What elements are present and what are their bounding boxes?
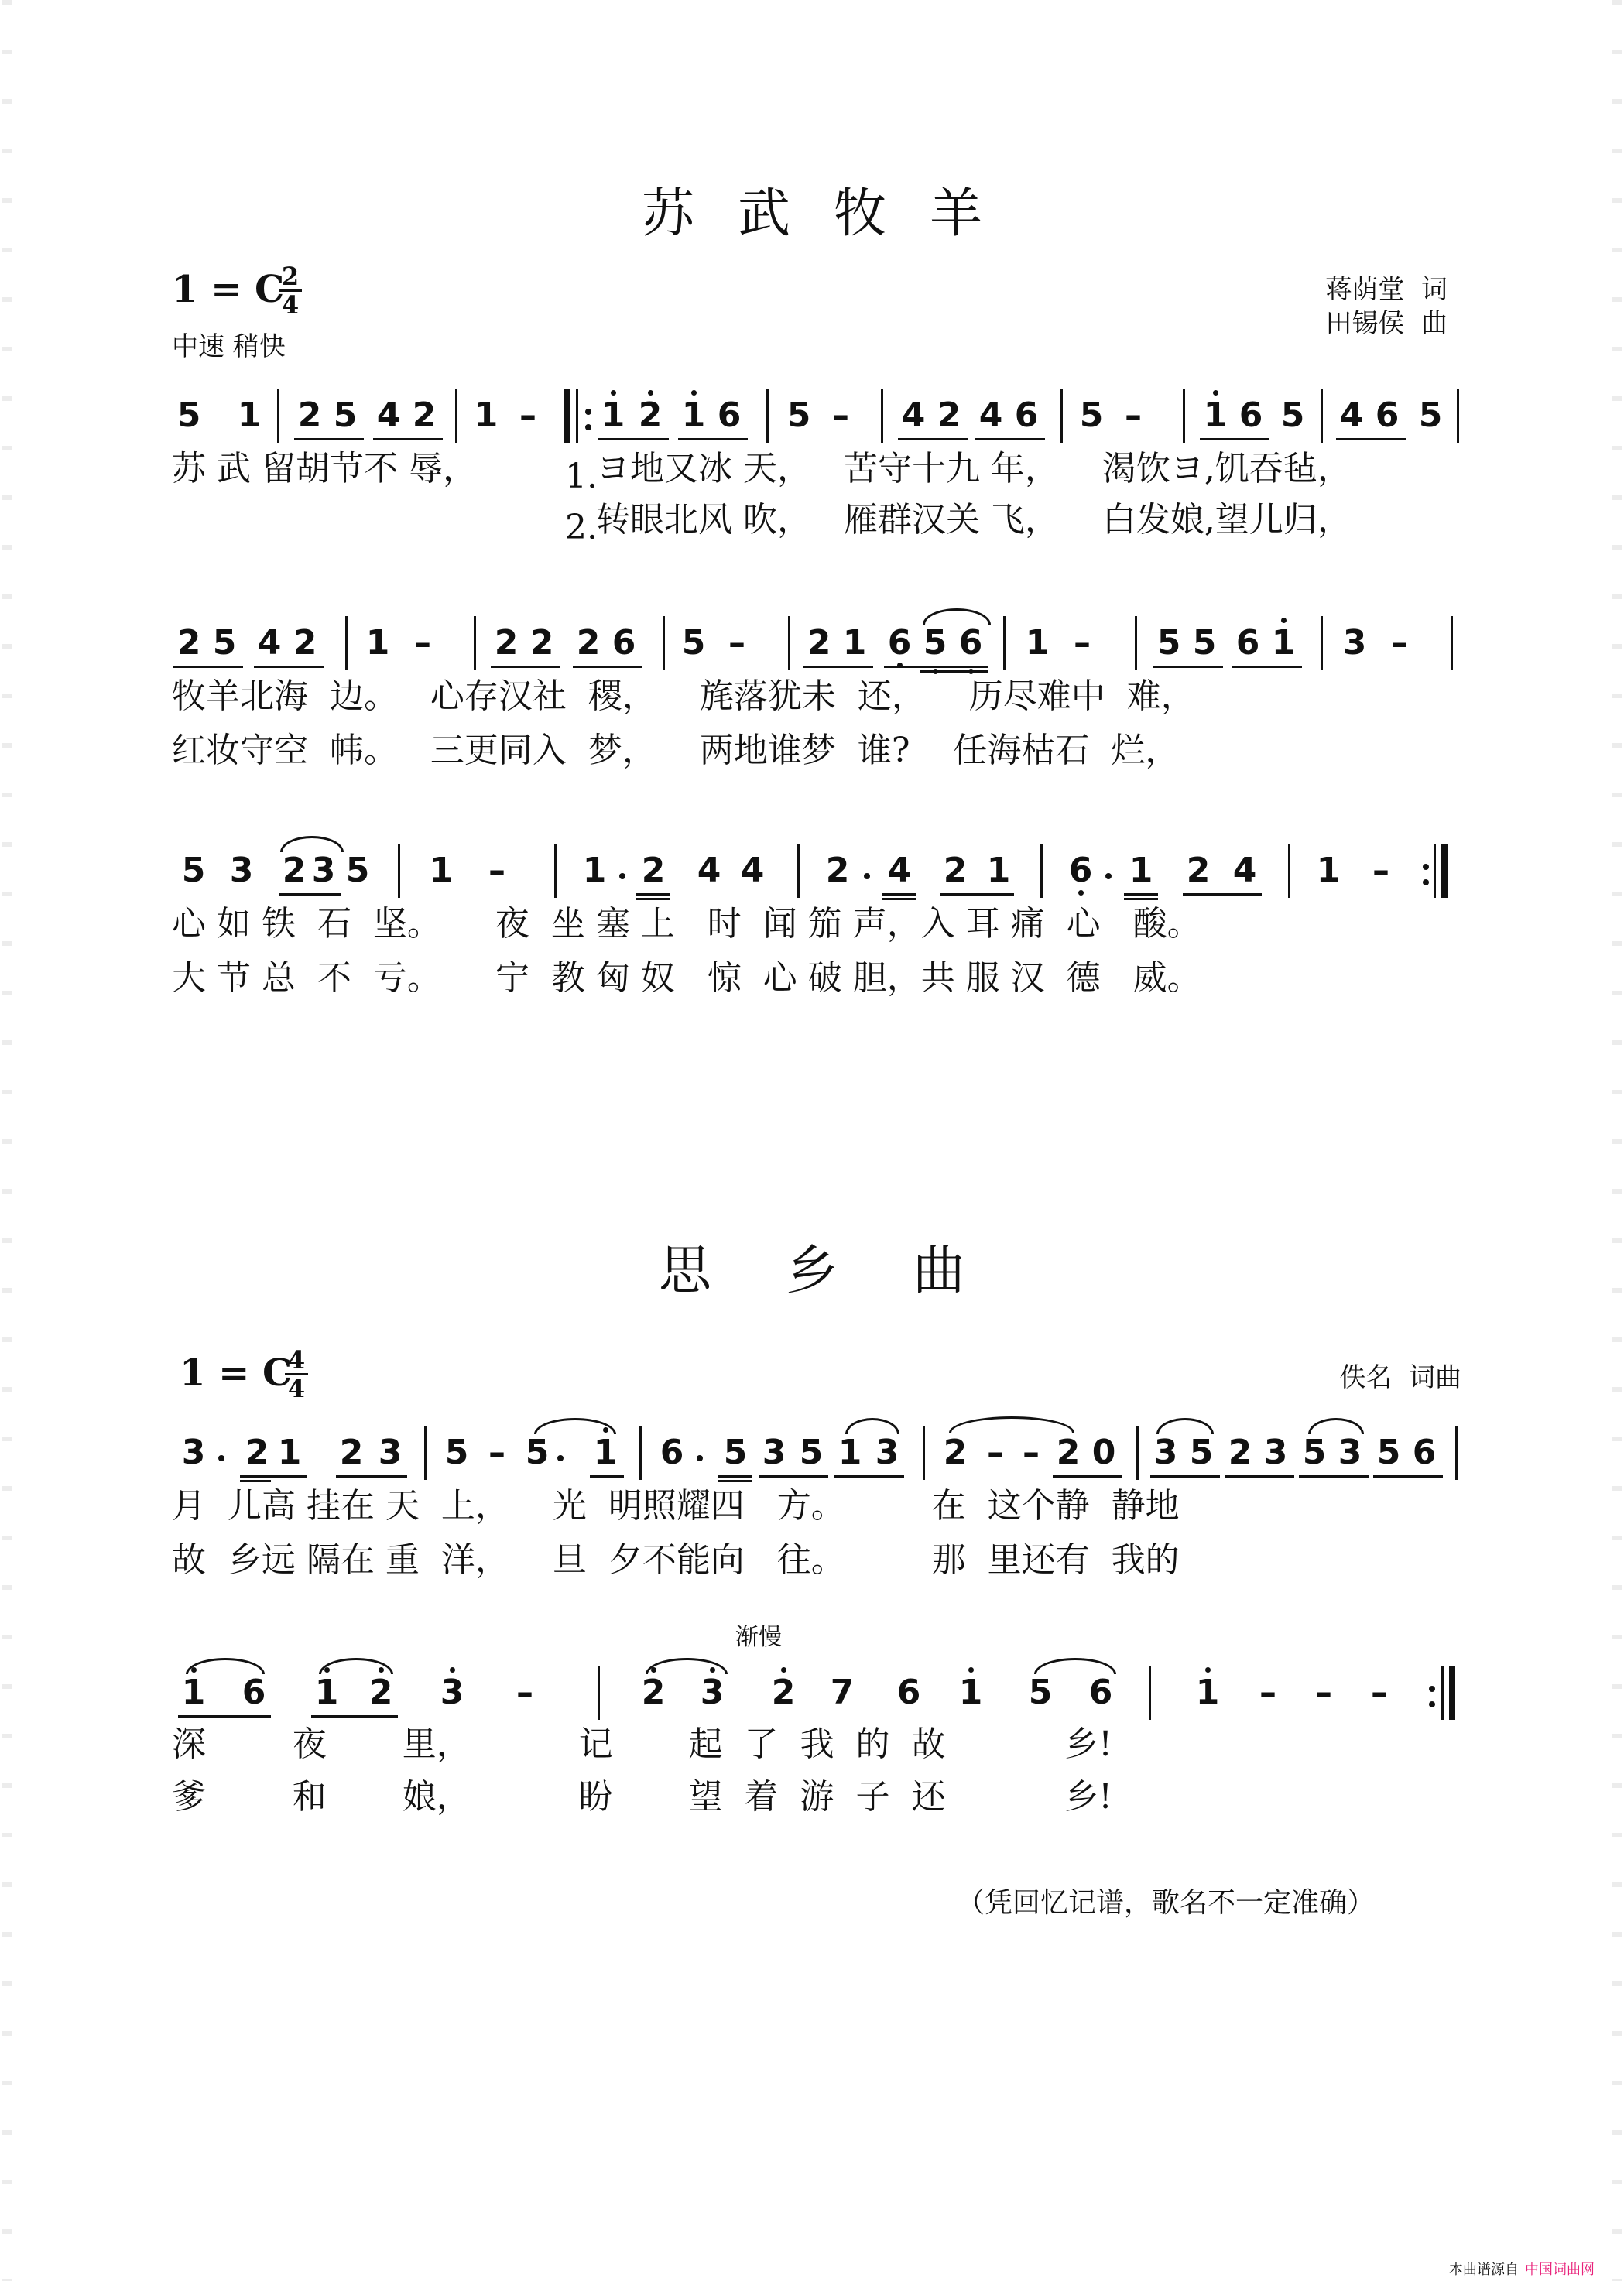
barline [1040, 844, 1043, 898]
song2-lyrics-line-2-verse-1 [0, 1724, 1624, 1771]
barline [277, 389, 279, 443]
song1-lyrics-line-3-verse-2 [0, 958, 1624, 1005]
beam [336, 1475, 407, 1478]
dot [611, 390, 616, 396]
song1-lyricist: 蒋荫堂 词 [1325, 274, 1448, 305]
note: 5 [345, 851, 370, 890]
note: 5 [525, 1433, 550, 1472]
lyric-text: 转眼北风 吹， 雁群汉关 飞， 白发娘,望儿归， [596, 500, 1352, 539]
note: 1 [1191, 1675, 1225, 1711]
slur [534, 1418, 616, 1434]
footnote: （凭回忆记谱，歌名不一定准确） [957, 1887, 1376, 1919]
repeat-dot [1423, 879, 1429, 885]
barline [1288, 844, 1290, 898]
dot [781, 1667, 786, 1673]
note: 5 [212, 623, 237, 663]
note: 5 [918, 625, 952, 661]
note: – [1125, 396, 1142, 435]
note: 5 [1189, 1433, 1214, 1472]
note: 2 [943, 851, 968, 890]
note: 2 [494, 623, 519, 663]
note: – [1371, 1673, 1388, 1712]
note: 2 [825, 851, 850, 890]
right-edge-watermark [1612, 0, 1622, 2281]
song1-time-signature [279, 263, 302, 318]
slur [949, 1416, 1074, 1433]
title-char: 苏 [641, 183, 694, 245]
note: 3 [875, 1433, 899, 1472]
beam [1225, 1475, 1294, 1478]
note: 5 [333, 396, 358, 435]
beam [884, 666, 988, 668]
repeat-barline [564, 389, 570, 443]
note: 6 [882, 625, 916, 661]
note: 1 [365, 623, 390, 663]
dot [1205, 1667, 1211, 1673]
note: 5 [1376, 1433, 1401, 1472]
note: 1 [582, 851, 607, 890]
note: 3 [695, 1675, 729, 1711]
note: 3 [1263, 1433, 1288, 1472]
barline [598, 1666, 600, 1720]
note: 7 [830, 1673, 855, 1712]
beam [242, 1475, 307, 1478]
source-site[interactable]: 中国词曲网 [1525, 2262, 1595, 2278]
song2-lyrics-line-1-verse-1 [0, 1486, 1624, 1533]
note: 6 [1064, 853, 1098, 889]
beam [1153, 666, 1223, 668]
song1-lyrics-line-1-verse-2 [0, 500, 1624, 546]
note: 1 [176, 1675, 211, 1711]
beam [636, 898, 670, 900]
note: 4 [901, 396, 926, 435]
barline [766, 389, 769, 443]
note: 5 [444, 1433, 469, 1472]
note: 2 [412, 396, 437, 435]
barline [663, 616, 665, 670]
title-char: 羊 [930, 183, 983, 245]
note: 1 [842, 623, 867, 663]
source-label: 本曲谱源自 [1449, 2262, 1519, 2278]
lyric-text: 爹 和 娘， 盼 望 着 游 子 还 乡! [172, 1777, 1112, 1817]
note: 3 [311, 851, 336, 890]
beam [1200, 438, 1269, 440]
note: – [1372, 851, 1389, 890]
note: 6 [1239, 396, 1263, 435]
song2-notation-line-1 [0, 1424, 1624, 1486]
note: – [728, 623, 745, 663]
song1-lyrics-line-2-verse-2 [0, 731, 1624, 777]
barline [788, 616, 790, 670]
beam [373, 438, 443, 440]
song1-composer: 田锡侯 曲 [1325, 308, 1448, 339]
repeat-dot [1423, 864, 1429, 870]
barline [1457, 389, 1459, 443]
note: 1 [1316, 851, 1341, 890]
barline [1060, 389, 1063, 443]
note: 2 [1186, 851, 1211, 890]
beam [1336, 438, 1406, 440]
barline [554, 844, 557, 898]
beam [940, 893, 1014, 896]
title-char: 牧 [834, 183, 887, 245]
note: 6 [896, 1673, 921, 1712]
note: 2 [633, 398, 667, 433]
note: 1 [237, 396, 262, 435]
note: 2 [641, 851, 666, 890]
slur [280, 836, 344, 852]
note: 1 [1266, 625, 1300, 661]
song1-lyrics-line-2-verse-1 [0, 676, 1624, 723]
barline [1135, 616, 1137, 670]
note: 1 [588, 1435, 622, 1471]
note: 5 [1028, 1673, 1053, 1712]
beam [1183, 893, 1262, 896]
note: 3 [762, 1433, 786, 1472]
augmentation-dot [864, 873, 870, 879]
barline [1183, 389, 1185, 443]
barline [1321, 389, 1323, 443]
song2-credit: 佚名 词曲 [1339, 1362, 1461, 1393]
lyric-text: 红妆守空 帏。 三更同入 梦， 两地谁梦 谁? 任海枯石 烂， [172, 731, 1180, 770]
beam [173, 666, 243, 668]
barline [1136, 1426, 1139, 1480]
note: 3 [435, 1675, 469, 1711]
lyric-text: 大 节 总 不 亏。 宁 教 匈 奴 惊 心 破 胆，共 服 汉 德 威。 [172, 958, 1201, 998]
note: 1 [277, 1433, 302, 1472]
note: 5 [1280, 396, 1305, 435]
beam [882, 898, 916, 900]
beam [1124, 898, 1158, 900]
beam [803, 666, 873, 668]
note: – [414, 623, 431, 663]
note: 5 [681, 623, 706, 663]
time-sig-top: 2 [279, 263, 302, 292]
beam [975, 438, 1045, 440]
song1-notation-line-3 [0, 842, 1624, 904]
repeat-dot [1429, 1701, 1435, 1707]
lyric-text: 故 乡远 隔在 重 洋， 旦 夕不能向 往。 那 里还有 我的 [172, 1540, 1180, 1580]
note: 6 [1235, 623, 1260, 663]
note: 1 [677, 398, 711, 433]
beam [882, 893, 916, 896]
barline [639, 1426, 642, 1480]
note: 6 [717, 396, 742, 435]
note: 3 [1342, 623, 1367, 663]
note: – [519, 396, 536, 435]
note: 2 [943, 1433, 968, 1472]
note: 2 [576, 623, 601, 663]
barline [1434, 844, 1436, 898]
augmentation-dot [619, 873, 625, 879]
repeat-dot [585, 424, 591, 430]
note: 4 [887, 851, 912, 890]
note: – [987, 1433, 1004, 1472]
beam [178, 1715, 271, 1718]
song1-notation-line-2 [0, 615, 1624, 676]
note: 6 [954, 625, 988, 661]
note: 4 [1339, 396, 1364, 435]
beam [920, 670, 988, 673]
note: 2 [937, 396, 961, 435]
slur [319, 1658, 393, 1674]
note: – [1391, 623, 1408, 663]
slur [845, 1418, 899, 1434]
dot [1078, 890, 1084, 896]
note: 2 [339, 1433, 364, 1472]
dot [450, 1667, 455, 1673]
end-repeat-barline [1441, 844, 1448, 898]
barline [881, 389, 883, 443]
end-repeat-barline [1449, 1666, 1455, 1720]
barline [474, 616, 476, 670]
lyric-text: 苏 武 留胡节不 辱， [172, 449, 477, 488]
note: 4 [257, 623, 282, 663]
beam [898, 438, 968, 440]
song2-key: 1 = C [180, 1351, 293, 1395]
song2-notation-line-2 [0, 1664, 1624, 1726]
note: 2 [1228, 1433, 1252, 1472]
title-char: 曲 [913, 1241, 966, 1302]
note: 4 [1232, 851, 1257, 890]
lyric-text: 牧羊北海 边。 心存汉社 稷， 旄落犹未 还， 历尽难中 难， [172, 676, 1195, 716]
time-sig-bottom: 4 [287, 1374, 306, 1403]
barline [345, 616, 348, 670]
repeat-dot [585, 409, 591, 415]
verse-number: 2. [565, 508, 598, 547]
note: 6 [242, 1673, 266, 1712]
augmentation-dot [697, 1455, 703, 1461]
song1-lyrics-line-1-verse-1 [0, 449, 1624, 495]
barline [398, 844, 400, 898]
slur [186, 1658, 265, 1674]
note: 1 [986, 851, 1011, 890]
title-char: 乡 [785, 1241, 838, 1302]
beam [598, 438, 669, 440]
note: – [488, 1433, 505, 1472]
note: 5 [799, 1433, 824, 1472]
beam [573, 666, 642, 668]
beam [1299, 1475, 1369, 1478]
note: 2 [364, 1675, 398, 1711]
note: 4 [978, 396, 1003, 435]
beam [718, 1475, 752, 1478]
note: 2 [807, 623, 831, 663]
beam [311, 1715, 398, 1718]
lyric-text: 月 儿高 挂在 天 上， 光 明照耀四 方。 在 这个静 静地 [172, 1486, 1180, 1526]
note: 1 [838, 1433, 862, 1472]
note: 2 [293, 623, 317, 663]
note: 5 [723, 1433, 748, 1472]
beam [718, 1480, 752, 1482]
beam [240, 1480, 271, 1482]
note: 1 [474, 396, 499, 435]
song2-time-signature [285, 1347, 308, 1402]
note: 3 [229, 851, 254, 890]
tempo-marking: 渐慢 [735, 1624, 782, 1651]
song1-tempo: 中速 稍快 [172, 331, 286, 362]
dot [691, 390, 697, 396]
barline [1441, 1666, 1444, 1720]
augmentation-dot [218, 1455, 224, 1461]
time-sig-top: 4 [285, 1347, 308, 1375]
dot [1213, 390, 1218, 396]
note: 5 [786, 396, 811, 435]
note: 2 [766, 1675, 800, 1711]
song1-lyrics-line-3-verse-1 [0, 904, 1624, 950]
note: – [488, 851, 505, 890]
beam [759, 1475, 828, 1478]
verse-number: 1. [565, 457, 598, 496]
note: 6 [1412, 1433, 1437, 1472]
dot [648, 390, 653, 396]
note: 2 [176, 623, 201, 663]
repeat-dot [1429, 1686, 1435, 1692]
note: 6 [660, 1433, 684, 1472]
lyric-text: 深 夜 里， 记 起 了 我 的 故 乡! [172, 1724, 1112, 1764]
barline [1321, 616, 1323, 670]
augmentation-dot [557, 1455, 564, 1461]
note: 1 [1198, 398, 1232, 433]
note: 3 [378, 1433, 403, 1472]
beam [834, 1475, 904, 1478]
beam [678, 438, 748, 440]
note: – [1023, 1433, 1040, 1472]
song2-title [0, 1229, 1624, 1304]
slur [1034, 1658, 1116, 1674]
barline [923, 1426, 925, 1480]
barline [1149, 1666, 1151, 1720]
note: 6 [1088, 1673, 1113, 1712]
left-edge-watermark [2, 0, 12, 2281]
note: 3 [1153, 1433, 1178, 1472]
barline [424, 1426, 427, 1480]
title-char: 武 [737, 183, 790, 245]
dot [968, 1667, 974, 1673]
augmentation-dot [1105, 873, 1112, 879]
barline [1455, 1426, 1458, 1480]
slur [646, 1658, 728, 1674]
note: – [1259, 1673, 1276, 1712]
beam [636, 893, 670, 896]
beam [1124, 893, 1158, 896]
beam [1150, 1475, 1220, 1478]
note: 2 [529, 623, 554, 663]
time-sig-bottom: 4 [281, 290, 300, 320]
song1-key: 1 = C [172, 268, 285, 311]
note: – [1074, 623, 1091, 663]
slur [1308, 1418, 1364, 1434]
note: 2 [1056, 1433, 1081, 1472]
note: 1 [310, 1675, 344, 1711]
note: 3 [181, 1433, 206, 1472]
note: 5 [181, 851, 206, 890]
note: 0 [1091, 1433, 1116, 1472]
note: 1 [1025, 623, 1050, 663]
song1-notation-line-1 [0, 387, 1624, 449]
note: – [1315, 1673, 1332, 1712]
beam [1373, 1475, 1443, 1478]
note: 6 [612, 623, 636, 663]
note: 5 [1418, 396, 1443, 435]
note: 2 [282, 851, 307, 890]
note: 5 [176, 396, 201, 435]
slur [1156, 1418, 1214, 1434]
note: 2 [636, 1675, 670, 1711]
barline [576, 389, 578, 443]
dot [1281, 618, 1287, 623]
slur [923, 608, 991, 625]
barline [455, 389, 457, 443]
song2-lyrics-line-1-verse-2 [0, 1540, 1624, 1587]
title-char: 思 [658, 1241, 711, 1302]
note: 3 [1338, 1433, 1362, 1472]
beam [279, 893, 341, 896]
lyric-text: 心 如 铁 石 坚。 夜 坐 塞 上 时 闻 笳 声，入 耳 痛 心 酸。 [172, 904, 1201, 944]
note: – [832, 396, 849, 435]
note: 1 [1129, 851, 1153, 890]
note: 4 [740, 851, 765, 890]
beam [294, 438, 364, 440]
barline [1003, 616, 1006, 670]
note: 1 [429, 851, 454, 890]
note: – [516, 1673, 533, 1712]
note: 6 [1375, 396, 1400, 435]
note: 1 [954, 1675, 988, 1711]
beam [1232, 666, 1302, 668]
note: 5 [1302, 1433, 1327, 1472]
beam [491, 666, 560, 668]
note: 6 [1014, 396, 1039, 435]
note: 1 [596, 398, 630, 433]
note: 5 [1192, 623, 1217, 663]
song2-lyrics-line-2-verse-2 [0, 1777, 1624, 1824]
lyric-text: ヨ地又冰 天， 苦守十九 年， 渴饮ヨ,饥吞毡， [596, 449, 1352, 488]
note: 5 [1156, 623, 1181, 663]
beam [254, 666, 324, 668]
beam [590, 1475, 624, 1478]
barline [797, 844, 800, 898]
song1-title [0, 172, 1624, 247]
note: 2 [245, 1433, 269, 1472]
note: 2 [297, 396, 322, 435]
barline [1451, 616, 1453, 670]
note: 4 [697, 851, 721, 890]
note: 4 [376, 396, 401, 435]
beam [1053, 1475, 1122, 1478]
note: 5 [1079, 396, 1104, 435]
